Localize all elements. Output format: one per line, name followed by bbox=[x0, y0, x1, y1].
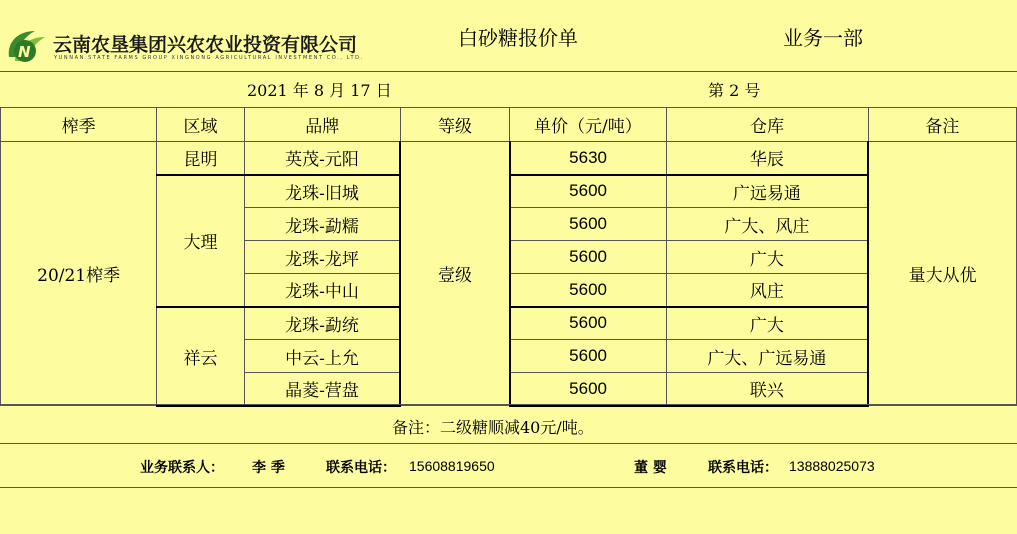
column-header: 品牌 bbox=[244, 108, 400, 142]
warehouse-cell: 广大 bbox=[666, 241, 868, 274]
phone-label-2: 联系电话： bbox=[708, 460, 778, 476]
table-header-row bbox=[1, 108, 1017, 142]
header bbox=[0, 0, 1017, 72]
price-cell: 5630 bbox=[510, 142, 667, 175]
region-cell: 祥云 bbox=[157, 307, 244, 406]
svg-text:N: N bbox=[18, 43, 31, 61]
contact-row bbox=[0, 444, 1017, 488]
company-logo-icon bbox=[5, 27, 49, 67]
warehouse-cell: 华辰 bbox=[666, 142, 868, 175]
brand-cell: 英茂-元阳 bbox=[244, 142, 400, 175]
price-cell: 5600 bbox=[510, 307, 667, 340]
price-cell: 5600 bbox=[510, 373, 667, 406]
column-header: 区域 bbox=[157, 108, 244, 142]
phone-number-1: 15608819650 bbox=[409, 458, 495, 474]
note-row bbox=[0, 404, 1017, 444]
brand-cell: 龙珠-旧城 bbox=[244, 175, 400, 208]
company-name-en: YUNNAN STATE FARMS GROUP XINGNONG AGRICULTURAL INVESTMENT CO., LTD. bbox=[54, 55, 364, 61]
brand-cell: 中云-上允 bbox=[244, 340, 400, 373]
season-cell: 20/21榨季 bbox=[1, 142, 157, 406]
column-header: 仓库 bbox=[666, 108, 868, 142]
warehouse-cell: 广大 bbox=[666, 307, 868, 340]
contact-label: 业务联系人： bbox=[140, 460, 224, 476]
brand-cell: 晶菱-营盘 bbox=[244, 373, 400, 406]
column-header: 等级 bbox=[400, 108, 509, 142]
phone-number-2: 13888025073 bbox=[789, 458, 875, 474]
brand-cell: 龙珠-中山 bbox=[244, 274, 400, 307]
table-row bbox=[1, 142, 1017, 175]
warehouse-cell: 广远易通 bbox=[666, 175, 868, 208]
company-name: 云南农垦集团兴农农业投资有限公司 bbox=[53, 34, 358, 56]
brand-cell: 龙珠-勐统 bbox=[244, 307, 400, 340]
brand-cell: 龙珠-龙坪 bbox=[244, 241, 400, 274]
column-header: 榨季 bbox=[1, 108, 157, 142]
document-title: 白砂糖报价单 bbox=[458, 26, 578, 50]
price-cell: 5600 bbox=[510, 175, 667, 208]
grade-cell: 壹级 bbox=[400, 142, 509, 406]
warehouse-cell: 广大、风庄 bbox=[666, 208, 868, 241]
contact-person-1: 李 季 bbox=[252, 460, 285, 476]
price-cell: 5600 bbox=[510, 340, 667, 373]
region-cell: 大理 bbox=[157, 175, 244, 307]
document-number: 第 2 号 bbox=[708, 81, 761, 100]
note-text: 备注：二级糖顺减40元/吨。 bbox=[392, 418, 594, 437]
phone-label-1: 联系电话： bbox=[326, 460, 396, 476]
brand-cell: 龙珠-勐糯 bbox=[244, 208, 400, 241]
column-header: 备注 bbox=[868, 108, 1016, 142]
column-header: 单价（元/吨） bbox=[510, 108, 667, 142]
warehouse-cell: 风庄 bbox=[666, 274, 868, 307]
remark-cell: 量大从优 bbox=[868, 142, 1016, 406]
region-cell: 昆明 bbox=[157, 142, 244, 175]
warehouse-cell: 联兴 bbox=[666, 373, 868, 406]
date: 2021 年 8 月 17 日 bbox=[247, 81, 392, 100]
contact-person-2: 董 婴 bbox=[634, 460, 667, 476]
department: 业务一部 bbox=[783, 26, 863, 50]
price-table bbox=[0, 107, 1017, 407]
price-cell: 5600 bbox=[510, 274, 667, 307]
price-cell: 5600 bbox=[510, 241, 667, 274]
warehouse-cell: 广大、广远易通 bbox=[666, 340, 868, 373]
price-cell: 5600 bbox=[510, 208, 667, 241]
